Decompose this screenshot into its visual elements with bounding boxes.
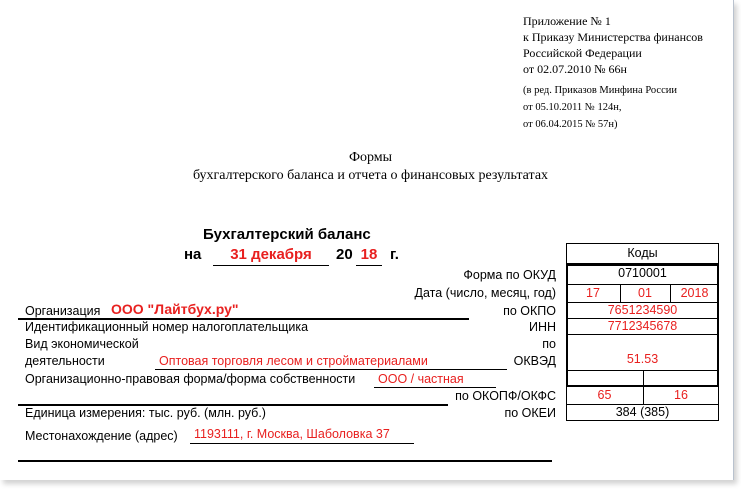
year-prefix: 20 xyxy=(336,246,353,263)
note-line: от 05.10.2011 № 124н, xyxy=(523,102,622,113)
address-label: Местонахождение (адрес) xyxy=(25,429,178,443)
activity-label: Вид экономической xyxy=(25,337,139,351)
date-day: 17 xyxy=(586,286,600,300)
okved-code: 51.53 xyxy=(626,352,659,366)
forms-subtitle: бухгалтерского баланса и отчета о финансовых результатах xyxy=(192,168,549,183)
inn-code: 7712345678 xyxy=(607,319,678,333)
year-underline xyxy=(356,265,382,266)
date-year: 2018 xyxy=(680,286,709,300)
activity-value: Оптовая торговля лесом и стройматериалами xyxy=(159,354,428,368)
legal-form-underline xyxy=(374,387,496,388)
okpo-label: по ОКПО xyxy=(503,304,556,318)
okfs-code: 16 xyxy=(674,388,688,402)
date-month: 01 xyxy=(638,286,652,300)
note-line: Российской Федерации xyxy=(523,46,642,60)
organization-value: ООО "Лайтбух.ру" xyxy=(111,301,239,317)
bottom-rule xyxy=(18,460,552,462)
okud-label: Форма по ОКУД xyxy=(463,268,556,282)
forms-title: Формы xyxy=(348,150,393,165)
report-date: 31 декабря xyxy=(230,246,312,263)
organization-label: Организация xyxy=(25,304,101,318)
note-line: Приложение № 1 xyxy=(523,14,611,28)
activity-label-2: деятельности xyxy=(25,354,105,368)
note-line: от 06.04.2015 № 57н) xyxy=(523,119,618,130)
activity-underline xyxy=(155,369,507,370)
legal-form-value: ООО / частная xyxy=(378,372,464,386)
date-label: Дата (число, месяц, год) xyxy=(414,286,556,300)
okved-label: ОКВЭД xyxy=(513,354,556,368)
okei-code: 384 (385) xyxy=(615,405,670,419)
year-suffix: 18 xyxy=(360,246,378,263)
address-value: 1193111, г. Москва, Шаболовка 37 xyxy=(194,427,390,441)
okpo-code: 7651234590 xyxy=(607,303,678,317)
note-line: (в ред. Приказов Минфина России xyxy=(523,85,677,96)
address-underline xyxy=(190,443,414,444)
codes-header: Коды xyxy=(627,246,658,260)
okei-label: по ОКЕИ xyxy=(504,406,556,420)
legal-form-label: Организационно-правовая форма/форма собственности xyxy=(25,372,356,386)
unit-label: Единица измерения: тыс. руб. (млн. руб.) xyxy=(25,406,266,420)
date-underline xyxy=(213,265,329,266)
year-abbr: г. xyxy=(390,246,399,263)
okved-po-label: по xyxy=(542,337,556,351)
inn-label: ИНН xyxy=(528,320,556,334)
note-line: к Приказу Министерства финансов xyxy=(523,30,703,44)
balance-title: Бухгалтерский баланс xyxy=(203,226,371,243)
taxpayer-id-label: Идентификационный номер налогоплательщика xyxy=(25,320,309,334)
okopf-label: по ОКОПФ/ОКФС xyxy=(455,389,556,403)
okopf-code: 65 xyxy=(597,388,612,402)
note-line: от 02.07.2010 № 66н xyxy=(523,62,627,76)
okud-code: 0710001 xyxy=(618,266,667,280)
date-on-label: на xyxy=(184,246,202,263)
